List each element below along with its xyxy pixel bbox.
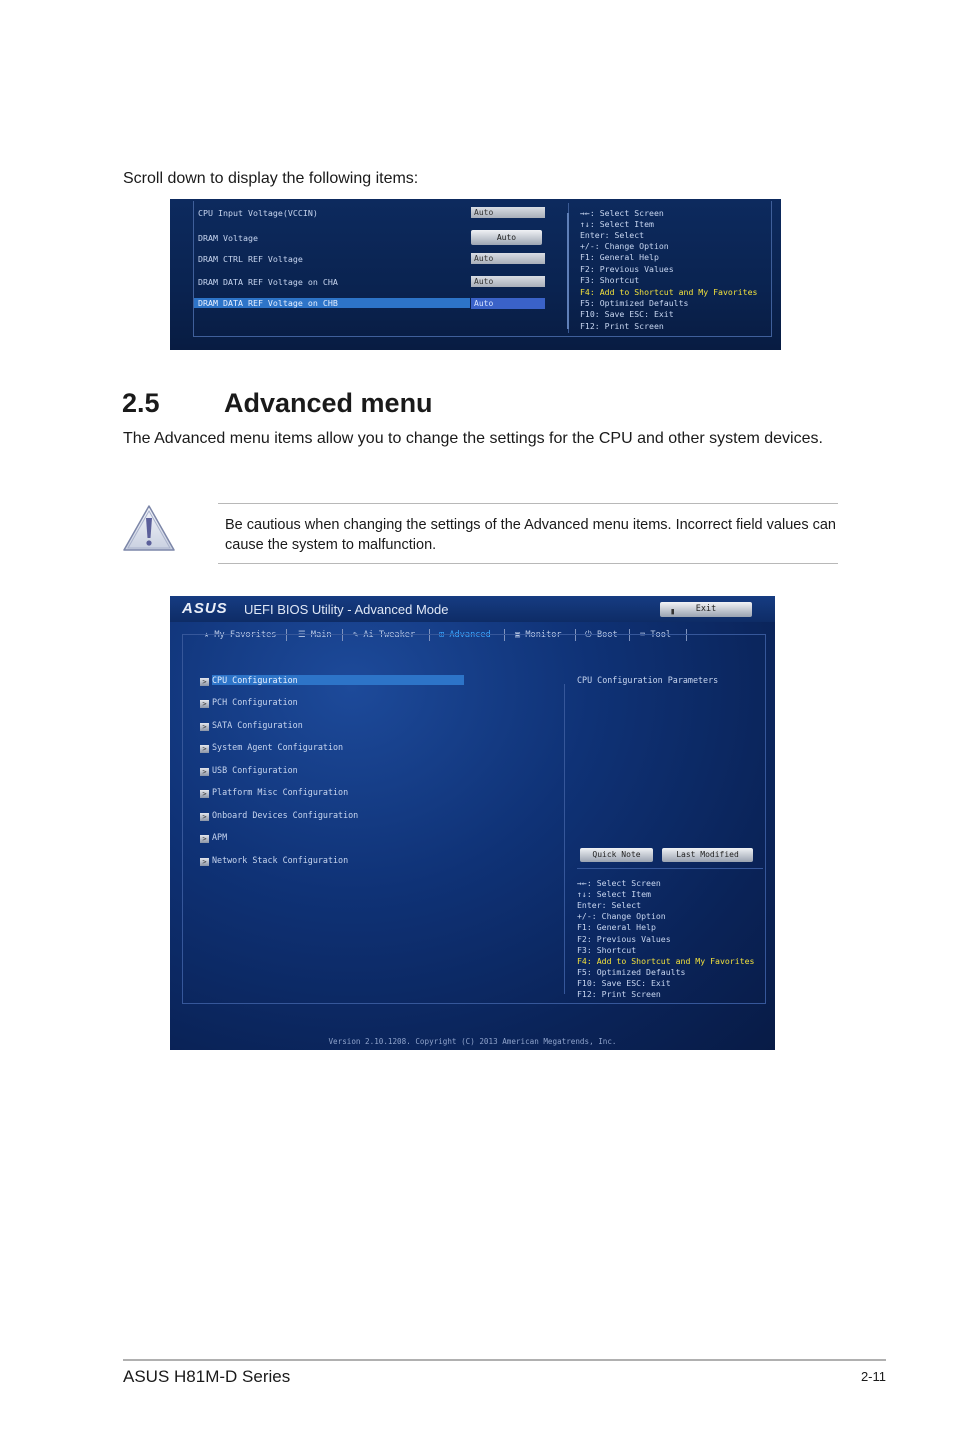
setting-cpu-input-voltage[interactable]: CPU Input Voltage(VCCIN) [198, 208, 318, 218]
tab-advanced[interactable]: ⊞ Advanced [439, 630, 491, 640]
tool-icon: ⌨ [640, 630, 646, 640]
menu-network-stack-configuration[interactable]: > Network Stack Configuration [200, 855, 348, 866]
star-icon: ★ [204, 630, 210, 640]
chevron-right-icon: > [200, 790, 209, 798]
exit-label: Exit [695, 604, 717, 614]
help-line: F10: Save ESC: Exit [580, 309, 674, 319]
note-divider-bottom [218, 563, 838, 564]
warning-icon [122, 504, 176, 554]
help-line: F10: Save ESC: Exit [577, 978, 671, 988]
bios-frame [193, 201, 772, 337]
help-line: Enter: Select [577, 900, 642, 910]
quick-note-button[interactable]: Quick Note [580, 848, 653, 862]
help-line: →←: Select Screen [577, 878, 661, 888]
footer-product: ASUS H81M-D Series [123, 1367, 291, 1386]
tweaker-icon: ✎ [353, 630, 359, 640]
power-icon: ⏻ [585, 630, 592, 640]
chevron-right-icon: > [200, 700, 209, 708]
tab-monitor[interactable]: ▣ Monitor [515, 630, 562, 640]
tab-main[interactable]: ☰ Main [298, 630, 332, 640]
tab-my-favorites[interactable]: ★ My Favorites [204, 630, 277, 640]
bios-title: UEFI BIOS Utility - Advanced Mode [244, 602, 449, 617]
value-dram-ctrl-ref-voltage[interactable]: Auto [471, 253, 545, 264]
chevron-right-icon: > [200, 835, 209, 843]
chevron-right-icon: > [200, 678, 209, 686]
value-dram-data-ref-chb[interactable]: Auto [471, 298, 545, 309]
advanced-icon: ⊞ [439, 630, 445, 640]
help-divider [577, 868, 763, 869]
help-line: F5: Optimized Defaults [580, 298, 689, 308]
help-line: F3: Shortcut [580, 275, 640, 285]
setting-dram-data-ref-cha[interactable]: DRAM DATA REF Voltage on CHA [198, 277, 338, 287]
menu-sata-configuration[interactable]: > SATA Configuration [200, 720, 303, 731]
menu-usb-configuration[interactable]: > USB Configuration [200, 765, 298, 776]
scrollbar[interactable] [567, 213, 569, 329]
help-line: Enter: Select [580, 230, 645, 240]
value-dram-voltage[interactable]: Auto [471, 230, 542, 245]
tab-ai-tweaker[interactable]: ✎ Ai Tweaker [353, 630, 416, 640]
menu-platform-misc-configuration[interactable]: > Platform Misc Configuration [200, 787, 348, 798]
chevron-right-icon: > [200, 813, 209, 821]
section-description: The Advanced menu items allow you to change the settings for the CPU and other system devices. [123, 430, 823, 447]
help-line: F1: General Help [580, 252, 659, 262]
value-dram-data-ref-cha[interactable]: Auto [471, 276, 545, 287]
help-line: F2: Previous Values [577, 934, 671, 944]
help-line: +/-: Change Option [577, 911, 666, 921]
monitor-icon: ▣ [515, 630, 521, 640]
tab-tool[interactable]: ⌨ Tool [640, 630, 672, 640]
help-line: F2: Previous Values [580, 264, 674, 274]
menu-apm[interactable]: > APM [200, 832, 227, 843]
menu-system-agent-configuration[interactable]: > System Agent Configuration [200, 742, 343, 753]
bios-right-divider [564, 684, 565, 994]
help-line: ↑↓: Select Item [580, 219, 654, 229]
list-icon: ☰ [298, 630, 306, 640]
chevron-right-icon: > [200, 858, 209, 866]
page-number: 2-11 [860, 1369, 886, 1384]
setting-dram-ctrl-ref-voltage[interactable]: DRAM CTRL REF Voltage [198, 254, 303, 264]
help-line: +/-: Change Option [580, 241, 669, 251]
help-line: F1: General Help [577, 922, 656, 932]
version-text: Version 2.10.1208. Copyright (C) 2013 American Megatrends, Inc. [328, 1037, 617, 1046]
menu-onboard-devices-configuration[interactable]: > Onboard Devices Configuration [200, 810, 358, 821]
chevron-right-icon: > [200, 745, 209, 753]
intro-text: Scroll down to display the following items: [123, 170, 419, 187]
bios-voltage-screenshot [170, 199, 781, 350]
menu-pch-configuration[interactable]: > PCH Configuration [200, 697, 298, 708]
help-line: ↑↓: Select Item [577, 889, 651, 899]
section-title: Advanced menu [224, 388, 433, 418]
note-divider-top [218, 503, 838, 504]
item-description: CPU Configuration Parameters [577, 675, 719, 685]
chevron-right-icon: > [200, 723, 209, 731]
help-line: F12: Print Screen [577, 989, 661, 999]
value-cpu-input-voltage[interactable]: Auto [471, 207, 545, 218]
help-line: F3: Shortcut [577, 945, 637, 955]
help-line: F12: Print Screen [580, 321, 664, 331]
chevron-right-icon: > [200, 768, 209, 776]
caution-text: Be cautious when changing the settings of the Advanced menu items. Incorrect field values can cause the system to malfunction. [225, 517, 836, 553]
help-line: F4: Add to Shortcut and My Favorites [580, 287, 758, 297]
section-number: 2.5 [122, 388, 160, 418]
help-line: →←: Select Screen [580, 208, 664, 218]
asus-logo: ASUS [182, 600, 228, 617]
menu-cpu-configuration[interactable]: > CPU Configuration [200, 675, 464, 686]
help-line: F5: Optimized Defaults [577, 967, 686, 977]
exit-button[interactable] [660, 602, 752, 617]
help-line: F4: Add to Shortcut and My Favorites [577, 956, 755, 966]
exit-icon: ▮ [670, 607, 676, 617]
tab-boot[interactable]: ⏻ Boot [585, 630, 618, 640]
setting-dram-data-ref-chb[interactable]: DRAM DATA REF Voltage on CHB [194, 298, 470, 308]
last-modified-button[interactable]: Last Modified [662, 848, 753, 862]
setting-dram-voltage[interactable]: DRAM Voltage [198, 233, 258, 243]
footer-divider [123, 1359, 886, 1361]
bios-advanced-screenshot [170, 596, 775, 1050]
